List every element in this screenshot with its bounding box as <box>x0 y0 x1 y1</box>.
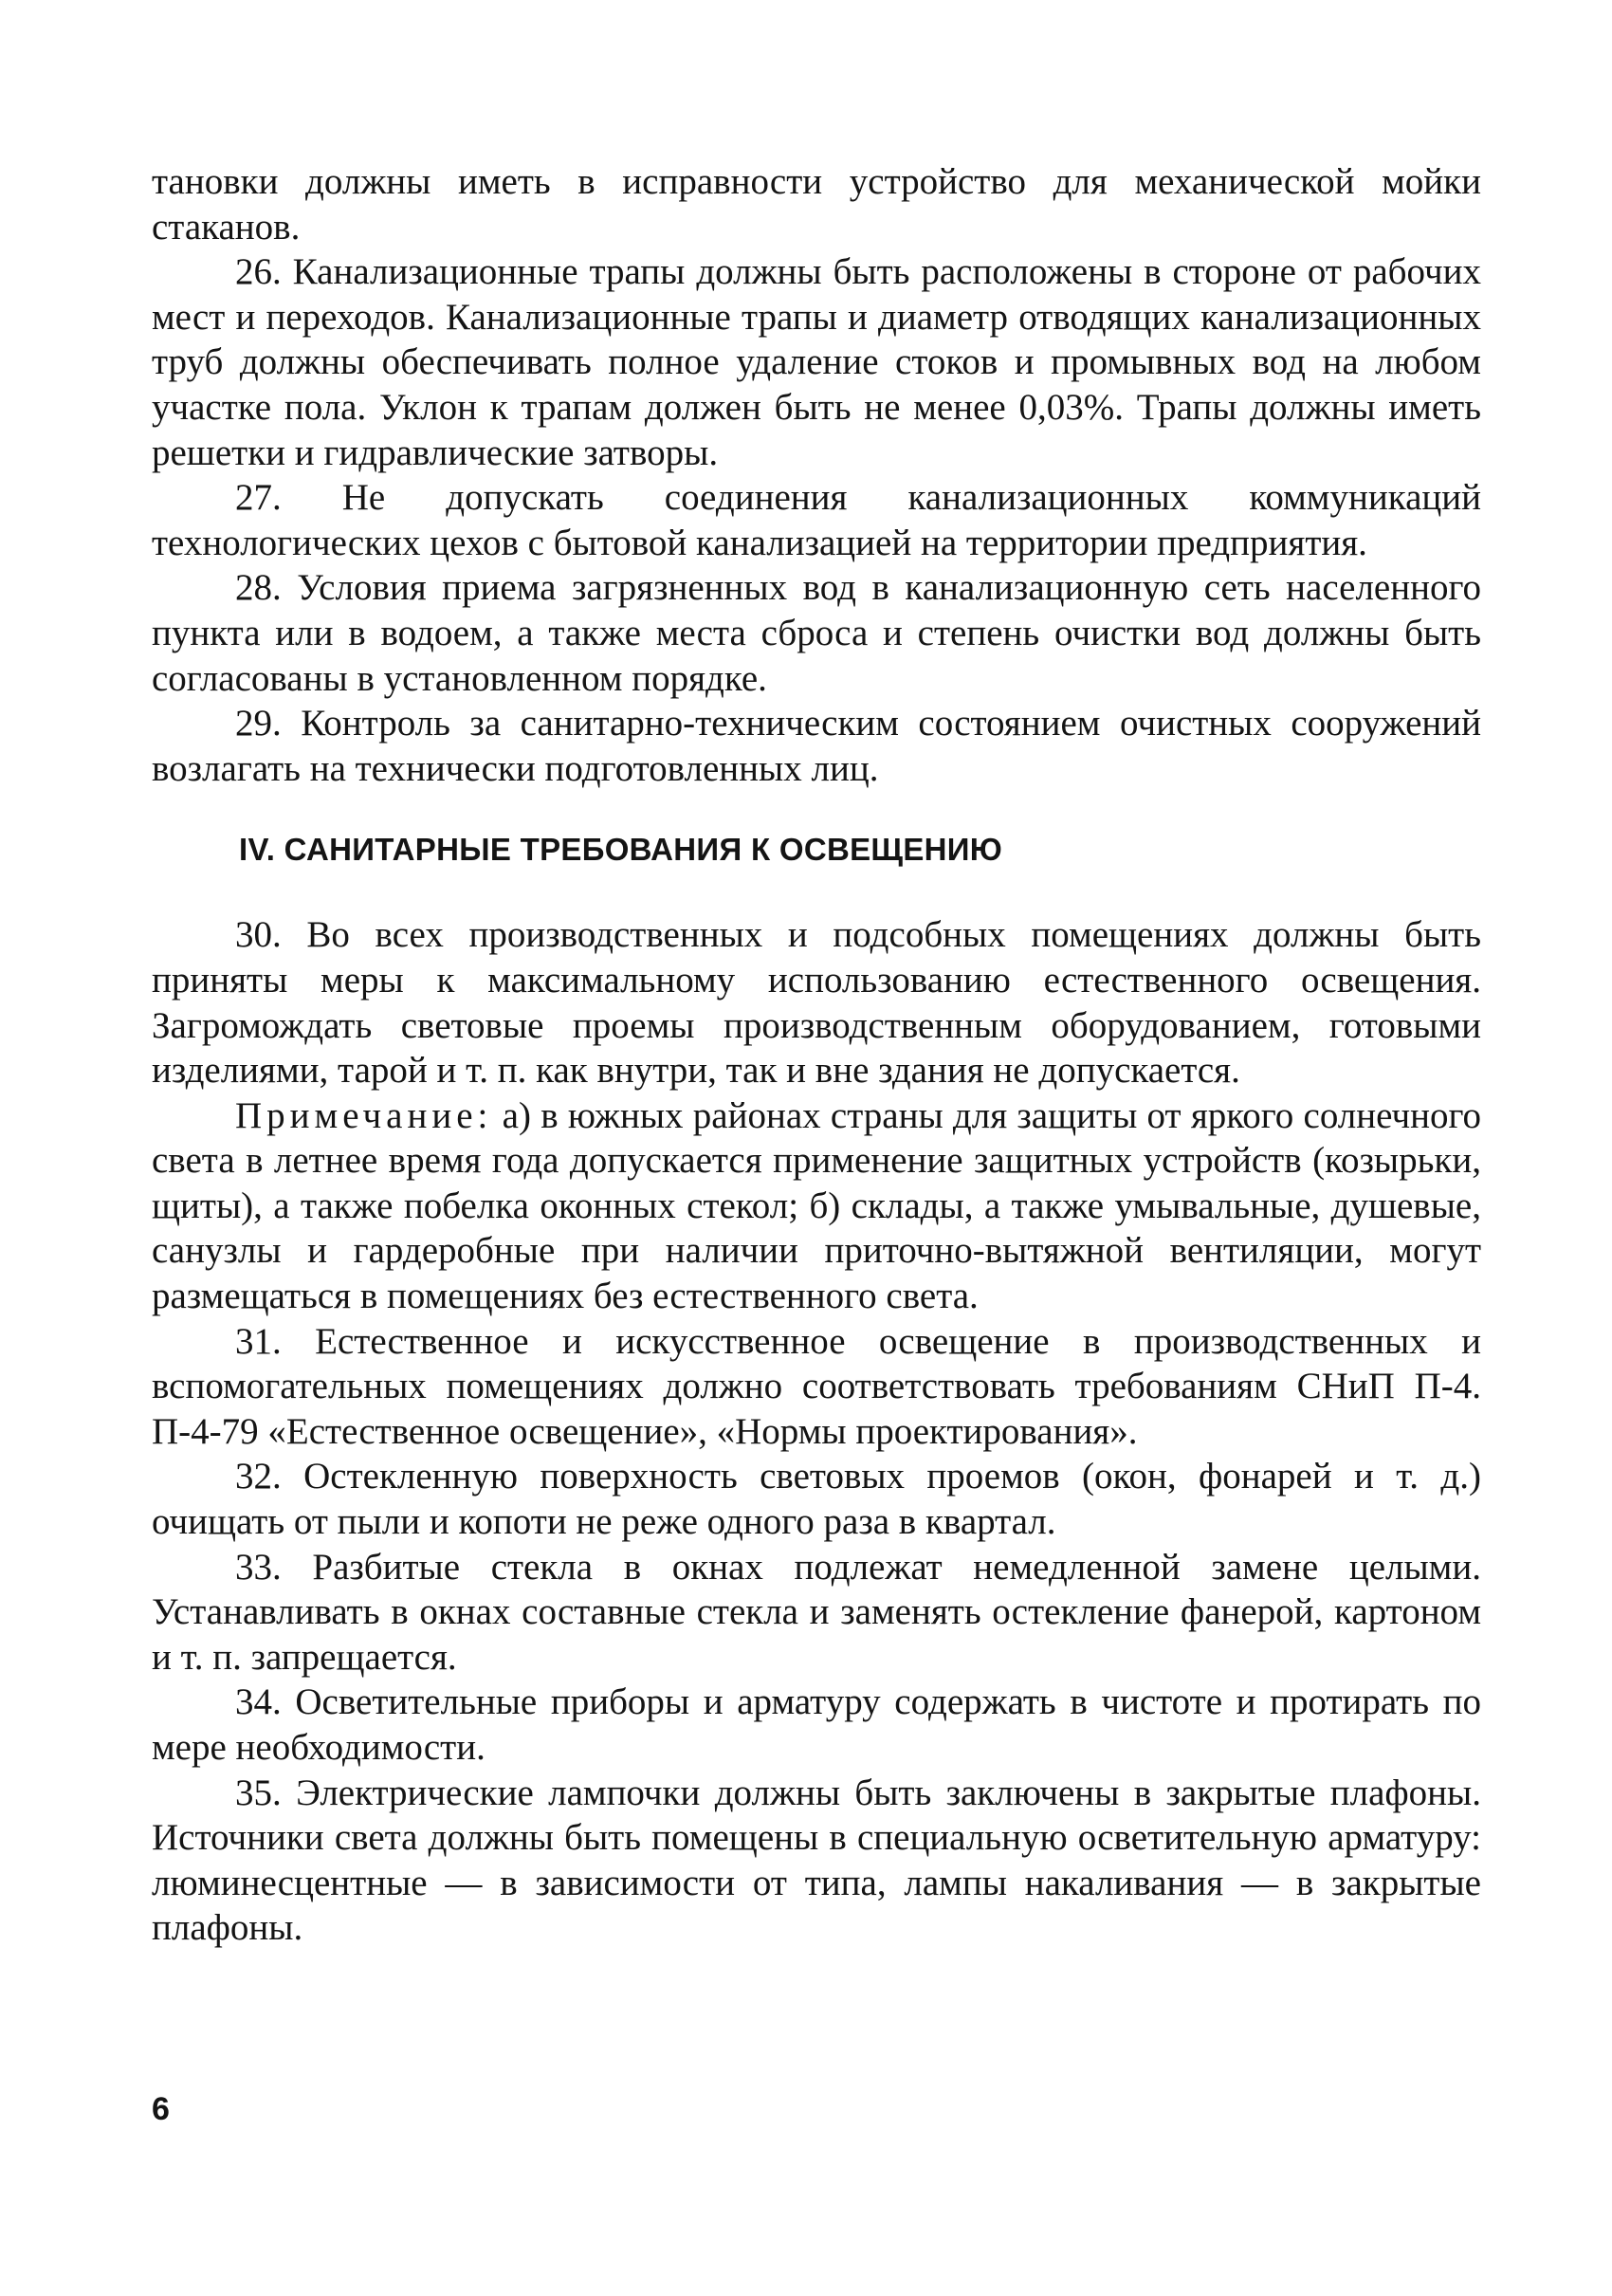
note-text: а) в южных районах страны для защиты от яркого солнечного света в летнее время года допускается применение защитных устройств (козырьки, щиты), а также побелка оконных стекол; б) склады, а также умывальные, душевые, санузлы и гардеробные при наличии приточно-вытяжной вентиляции, могут размещаться в помещениях без естественного света. <box>152 1094 1481 1317</box>
note-label: Примечание: <box>235 1094 493 1136</box>
note-paragraph <box>152 1093 1481 1319</box>
page-number: 6 <box>152 2091 170 2127</box>
paragraph-27: 27. Не допускать соединения канализационных коммуникаций технологических цехов с бытовой канализацией на территории предприятия. <box>152 477 1481 563</box>
section-heading: IV. САНИТАРНЫЕ ТРЕБОВАНИЯ К ОСВЕЩЕНИЮ <box>239 832 1003 868</box>
paragraph-continuation: тановки должны иметь в исправности устройство для механической мойки стаканов. <box>152 161 1481 248</box>
paragraph-26: 26. Канализационные трапы должны быть расположены в стороне от рабочих мест и переходов. Канализационные трапы и диаметр отводящих канализационных труб должны обеспечивать полное удаление стоков и промывных вод на любом участке пола. Уклон к трапам должен быть не менее 0,03%. Трапы должны иметь решетки и гидравлические затворы. <box>152 251 1481 473</box>
paragraph-29: 29. Контроль за санитарно-техническим состоянием очистных сооружений возлагать на технически подготовленных лиц. <box>152 703 1481 789</box>
paragraph-28: 28. Условия приема загрязненных вод в канализационную сеть населенного пункта или в водоем, а также места сброса и степень очистки вод должны быть согласованы в установленном порядке. <box>152 567 1481 699</box>
document-page <box>152 159 1481 1951</box>
paragraph-34: 34. Осветительные приборы и арматуру содержать в чистоте и протирать по мере необходимости. <box>152 1681 1481 1768</box>
paragraph-32: 32. Остекленную поверхность световых проемов (окон, фонарей и т. д.) очищать от пыли и копоти не реже одного раза в квартал. <box>152 1456 1481 1543</box>
paragraph-33: 33. Разбитые стекла в окнах подлежат немедленной замене целыми. Устанавливать в окнах составные стекла и заменять остекление фанерой, картоном и т. п. запрещается. <box>152 1546 1481 1678</box>
paragraph-30: 30. Во всех производственных и подсобных помещениях должны быть приняты меры к максимальному использованию естественного освещения. Загромождать световые проемы производственным оборудованием, готовыми изделиями, тарой и т. п. как внутри, так и вне здания не допускается. <box>152 914 1481 1092</box>
paragraph-31: 31. Естественное и искусственное освещение в производственных и вспомогательных помещениях должно соответствовать требованиям СНиП П-4. П-4-79 «Естественное освещение», «Нормы проектирования». <box>152 1320 1481 1452</box>
paragraph-35: 35. Электрические лампочки должны быть заключены в закрытые плафоны. Источники света должны быть помещены в специальную осветительную арматуру: люминесцентные — в зависимости от типа, лампы накаливания — в закрытые плафоны. <box>152 1772 1481 1949</box>
